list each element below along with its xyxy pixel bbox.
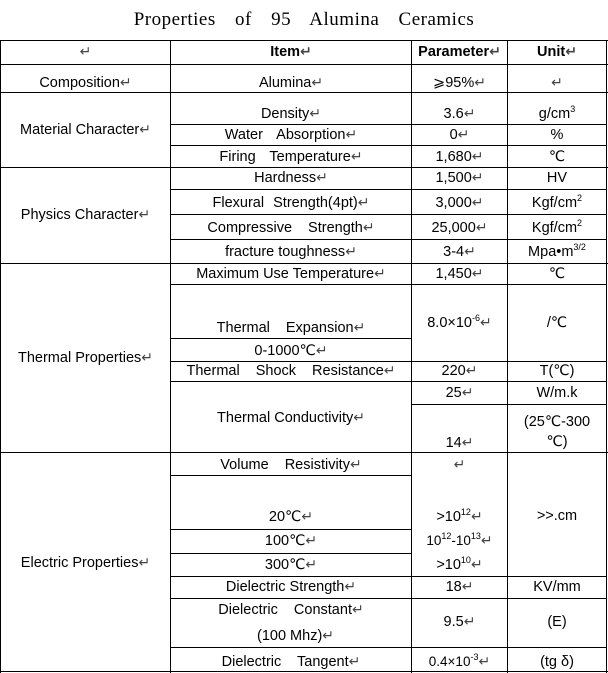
- item-label: fracture toughness: [225, 244, 346, 260]
- item-label: Compressive Strength: [207, 220, 363, 236]
- header-parameter-label: Parameter: [418, 44, 490, 60]
- parameter-maximum-use-temperature: [412, 265, 507, 283]
- unit-thermal-shock-resistance: [508, 362, 606, 380]
- parameter-value: 10: [426, 533, 442, 548]
- unit-value: Kgf/cm: [531, 195, 578, 211]
- unit-volume-resistivity: [508, 507, 606, 525]
- item-dielectric-constant-condition: [257, 627, 407, 645]
- row-divider: [0, 167, 608, 168]
- parameter-value: -10: [451, 533, 471, 548]
- paragraph-mark: ↵: [351, 602, 364, 618]
- header-unit-label: Unit: [537, 44, 566, 60]
- item-alumina: [171, 74, 411, 92]
- paragraph-mark: ↵: [362, 220, 375, 236]
- paragraph-mark: ↵: [79, 44, 92, 60]
- paragraph-mark: ↵: [119, 75, 132, 91]
- unit-water-absorption: [508, 126, 606, 144]
- parameter-alumina: [412, 74, 507, 92]
- unit-thermal-conductivity-b-line2: [508, 433, 606, 451]
- unit-thermal-conductivity-b-line1: [508, 413, 606, 431]
- category-physics: [1, 206, 170, 224]
- item-flexural-strength: [171, 194, 411, 212]
- category-electric: [1, 554, 170, 572]
- parameter-resistivity-100c: [412, 532, 507, 550]
- parameter-exponent: -3: [470, 652, 479, 662]
- paragraph-mark: ↵: [474, 75, 486, 91]
- parameter-volume-resistivity: [412, 456, 507, 474]
- item-fracture-toughness: [171, 243, 411, 261]
- item-hardness: [171, 169, 411, 187]
- unit-thermal-conductivity-a: [508, 384, 606, 402]
- row-divider: [0, 263, 608, 264]
- item-dielectric-tangent: [171, 653, 411, 671]
- parameter-value: >10: [436, 509, 461, 525]
- row-divider: [171, 189, 607, 190]
- category-material: [1, 121, 170, 139]
- parameter-thermal-expansion: [412, 314, 507, 332]
- item-label: Water Absorption: [224, 127, 346, 143]
- header-unit: [508, 43, 606, 61]
- row-divider: [171, 576, 607, 577]
- row-divider: [171, 381, 607, 382]
- paragraph-mark: ↵: [350, 149, 363, 165]
- unit-value: (tg δ): [540, 654, 574, 670]
- table-border-top: [0, 40, 608, 41]
- unit-value: >>.cm: [536, 508, 578, 524]
- parameter-exponent: 10: [460, 555, 471, 565]
- parameter-value: 18: [445, 579, 462, 595]
- item-water-absorption: [171, 126, 411, 144]
- paragraph-mark: ↵: [471, 170, 484, 186]
- row-divider: [171, 214, 607, 215]
- row-divider: [171, 145, 607, 146]
- parameter-fracture-toughness: [412, 243, 507, 261]
- unit-value: %: [550, 127, 564, 143]
- parameter-value: 3.6: [443, 106, 464, 122]
- unit-compressive-strength: [508, 219, 606, 237]
- paragraph-mark: ↵: [357, 195, 370, 211]
- item-label: Thermal Shock Resistance: [186, 363, 384, 379]
- unit-fracture-toughness: [508, 243, 606, 261]
- item-volume-resistivity: [171, 456, 411, 474]
- category-thermal: [1, 349, 170, 367]
- unit-hardness: [508, 169, 606, 187]
- paragraph-mark: ↵: [475, 220, 488, 236]
- parameter-value: 3,000: [435, 195, 472, 211]
- paragraph-mark: ↵: [471, 266, 484, 282]
- paragraph-mark: ↵: [383, 363, 396, 379]
- unit-value: (E): [547, 614, 567, 630]
- item-maximum-use-temperature: [171, 265, 411, 283]
- paragraph-mark: ↵: [470, 509, 483, 525]
- paragraph-mark: ↵: [305, 557, 318, 573]
- item-thermal-expansion: [171, 319, 411, 337]
- parameter-density: [412, 105, 507, 123]
- unit-exponent: 2: [577, 193, 583, 203]
- item-thermal-shock-resistance: [171, 362, 411, 380]
- paragraph-mark: ↵: [461, 435, 474, 451]
- row-divider: [171, 647, 607, 648]
- parameter-exponent: 13: [470, 531, 481, 541]
- category-label: Physics Character: [20, 207, 139, 223]
- paragraph-mark: ↵: [464, 244, 476, 260]
- temperature-label: 20℃: [268, 509, 302, 525]
- unit-value: ℃: [548, 266, 566, 282]
- unit-value: Mpa•m: [528, 244, 574, 260]
- paragraph-mark: ↵: [345, 244, 357, 260]
- item-resistivity-20c: [171, 508, 411, 526]
- paragraph-mark: ↵: [551, 75, 563, 91]
- paragraph-mark: ↵: [349, 457, 362, 473]
- parameter-dielectric-strength: [412, 578, 507, 596]
- header-item-label: Item: [270, 44, 301, 60]
- paragraph-mark: ↵: [301, 509, 314, 525]
- unit-value: Kgf/cm: [531, 220, 578, 236]
- category-label: Thermal Properties: [17, 350, 142, 366]
- parameter-value: 9.5: [443, 614, 464, 630]
- table-border-bottom: [0, 671, 608, 672]
- paragraph-mark: ↵: [345, 127, 358, 143]
- item-dielectric-strength: [171, 578, 411, 596]
- category-label: Composition: [39, 75, 120, 91]
- paragraph-mark: ↵: [480, 533, 493, 549]
- paragraph-mark: ↵: [311, 75, 324, 91]
- paragraph-mark: ↵: [353, 410, 365, 426]
- item-label: Density: [260, 106, 310, 122]
- paragraph-mark: ↵: [353, 320, 366, 336]
- category-label: Material Character: [20, 122, 140, 138]
- paragraph-mark: ↵: [565, 44, 577, 60]
- unit-exponent: 2: [577, 218, 583, 228]
- row-divider: [0, 452, 608, 453]
- paragraph-mark: ↵: [344, 579, 357, 595]
- parameter-value: 1,500: [435, 170, 472, 186]
- paragraph-mark: ↵: [471, 195, 484, 211]
- paragraph-mark: ↵: [480, 315, 492, 331]
- parameter-thermal-conductivity-b: [412, 434, 507, 452]
- paragraph-mark: ↵: [470, 557, 483, 573]
- parameter-dielectric-tangent: [412, 653, 507, 671]
- item-label: Alumina: [258, 75, 312, 91]
- unit-exponent: 3/2: [573, 242, 586, 252]
- item-label: Thermal Conductivity: [217, 410, 354, 426]
- parameter-dielectric-constant: [412, 613, 507, 631]
- parameter-value: 25: [445, 385, 462, 401]
- unit-firing-temperature: [508, 148, 606, 166]
- unit-value: HV: [546, 170, 568, 186]
- table-border-right: [606, 40, 607, 673]
- row-divider: [171, 475, 412, 476]
- row-divider: [171, 338, 412, 339]
- paragraph-mark: ↵: [309, 106, 322, 122]
- unit-value: /℃: [546, 315, 568, 331]
- paragraph-mark: ↵: [374, 266, 386, 282]
- item-label: Dielectric Tangent: [221, 654, 349, 670]
- parameter-hardness: [412, 169, 507, 187]
- parameter-resistivity-300c: [412, 556, 507, 574]
- item-label: Maximum Use Temperature: [196, 266, 375, 282]
- row-divider: [0, 92, 608, 93]
- item-label: Dielectric Constant: [218, 602, 352, 618]
- unit-exponent: 3: [570, 104, 576, 114]
- parameter-value: ⩾95%: [433, 75, 475, 91]
- unit-value: ℃: [548, 149, 566, 165]
- parameter-flexural-strength: [412, 194, 507, 212]
- paragraph-mark: ↵: [315, 343, 328, 359]
- unit-value: W/m.k: [536, 385, 578, 401]
- paragraph-mark: ↵: [300, 44, 312, 60]
- parameter-thermal-conductivity-a: [412, 384, 507, 402]
- header-item: [171, 43, 411, 61]
- parameter-water-absorption: [412, 126, 507, 144]
- parameter-firing-temperature: [412, 148, 507, 166]
- parameter-value: 14: [445, 435, 462, 451]
- row-divider: [171, 529, 412, 530]
- unit-value: g/cm: [538, 106, 571, 122]
- parameter-value: 25,000: [431, 220, 476, 236]
- temperature-label: 300℃: [264, 557, 306, 573]
- paragraph-mark: ↵: [478, 654, 491, 670]
- row-divider: [0, 64, 608, 65]
- condition-label: (100 Mhz): [257, 628, 323, 644]
- paragraph-mark: ↵: [465, 363, 478, 379]
- item-compressive-strength: [171, 219, 411, 237]
- paragraph-mark: ↵: [316, 170, 328, 186]
- paragraph-mark: ↵: [141, 350, 154, 366]
- item-dielectric-constant: [171, 601, 411, 619]
- item-resistivity-300c: [171, 556, 411, 574]
- temperature-label: 100℃: [264, 533, 306, 549]
- header-blank: [1, 43, 170, 61]
- item-density: [171, 105, 411, 123]
- item-resistivity-100c: [171, 532, 411, 550]
- parameter-compressive-strength: [412, 219, 507, 237]
- page-title: Properties of 95 Alumina Ceramics: [133, 9, 475, 30]
- parameter-exponent: -6: [472, 313, 481, 323]
- parameter-value: 3-4: [443, 244, 465, 260]
- parameter-thermal-shock-resistance: [412, 362, 507, 380]
- unit-flexural-strength: [508, 194, 606, 212]
- paragraph-mark: ↵: [139, 122, 151, 138]
- range-label: 0-1000℃: [254, 343, 316, 359]
- parameter-value: >10: [436, 557, 461, 573]
- item-thermal-conductivity: [171, 409, 411, 427]
- paragraph-mark: ↵: [471, 149, 484, 165]
- item-firing-temperature: [171, 148, 411, 166]
- paragraph-mark: ↵: [138, 555, 151, 571]
- header-parameter: [412, 43, 507, 61]
- parameter-value: 220: [441, 363, 466, 379]
- unit-maximum-use-temperature: [508, 265, 606, 283]
- parameter-exponent: 12: [441, 531, 452, 541]
- parameter-value: 0: [449, 127, 458, 143]
- row-divider: [171, 553, 412, 554]
- item-label: Volume Resistivity: [220, 457, 350, 473]
- row-divider: [171, 284, 607, 285]
- parameter-exponent: 12: [460, 507, 471, 517]
- unit-value: (25℃-300: [523, 414, 591, 430]
- unit-density: [508, 105, 606, 123]
- item-thermal-expansion-range: [171, 342, 411, 360]
- row-divider: [171, 598, 607, 599]
- row-divider: [171, 124, 607, 125]
- parameter-value: 0.4×10: [428, 654, 471, 669]
- paragraph-mark: ↵: [322, 628, 335, 644]
- category-label: Electric Properties: [20, 555, 139, 571]
- item-label: Hardness: [254, 170, 317, 186]
- row-divider: [412, 404, 607, 405]
- unit-value: KV/mm: [533, 579, 581, 595]
- unit-value: T(℃): [539, 363, 575, 379]
- row-divider: [171, 239, 607, 240]
- paragraph-mark: ↵: [463, 106, 476, 122]
- unit-value: ℃): [546, 434, 568, 450]
- paragraph-mark: ↵: [453, 457, 466, 473]
- unit-dielectric-strength: [508, 578, 606, 596]
- parameter-value: 1,680: [435, 149, 472, 165]
- item-label: Thermal Expansion: [216, 320, 354, 336]
- category-composition: [1, 74, 170, 92]
- paragraph-mark: ↵: [138, 207, 151, 223]
- paragraph-mark: ↵: [461, 385, 474, 401]
- parameter-value: 8.0×10: [427, 315, 472, 331]
- parameter-value: 1,450: [435, 266, 472, 282]
- paragraph-mark: ↵: [489, 44, 501, 60]
- parameter-resistivity-20c: [412, 508, 507, 526]
- item-label: Dielectric Strength: [225, 579, 345, 595]
- item-label: Flexural Strength(4pt): [212, 195, 358, 211]
- unit-thermal-expansion: [508, 314, 606, 332]
- unit-alumina: [508, 74, 606, 92]
- unit-dielectric-constant: [508, 613, 606, 631]
- paragraph-mark: ↵: [305, 533, 318, 549]
- paragraph-mark: ↵: [457, 127, 470, 143]
- paragraph-mark: ↵: [461, 579, 474, 595]
- item-label: Firing Temperature: [219, 149, 351, 165]
- paragraph-mark: ↵: [463, 614, 476, 630]
- unit-dielectric-tangent: [508, 653, 606, 671]
- paragraph-mark: ↵: [348, 654, 361, 670]
